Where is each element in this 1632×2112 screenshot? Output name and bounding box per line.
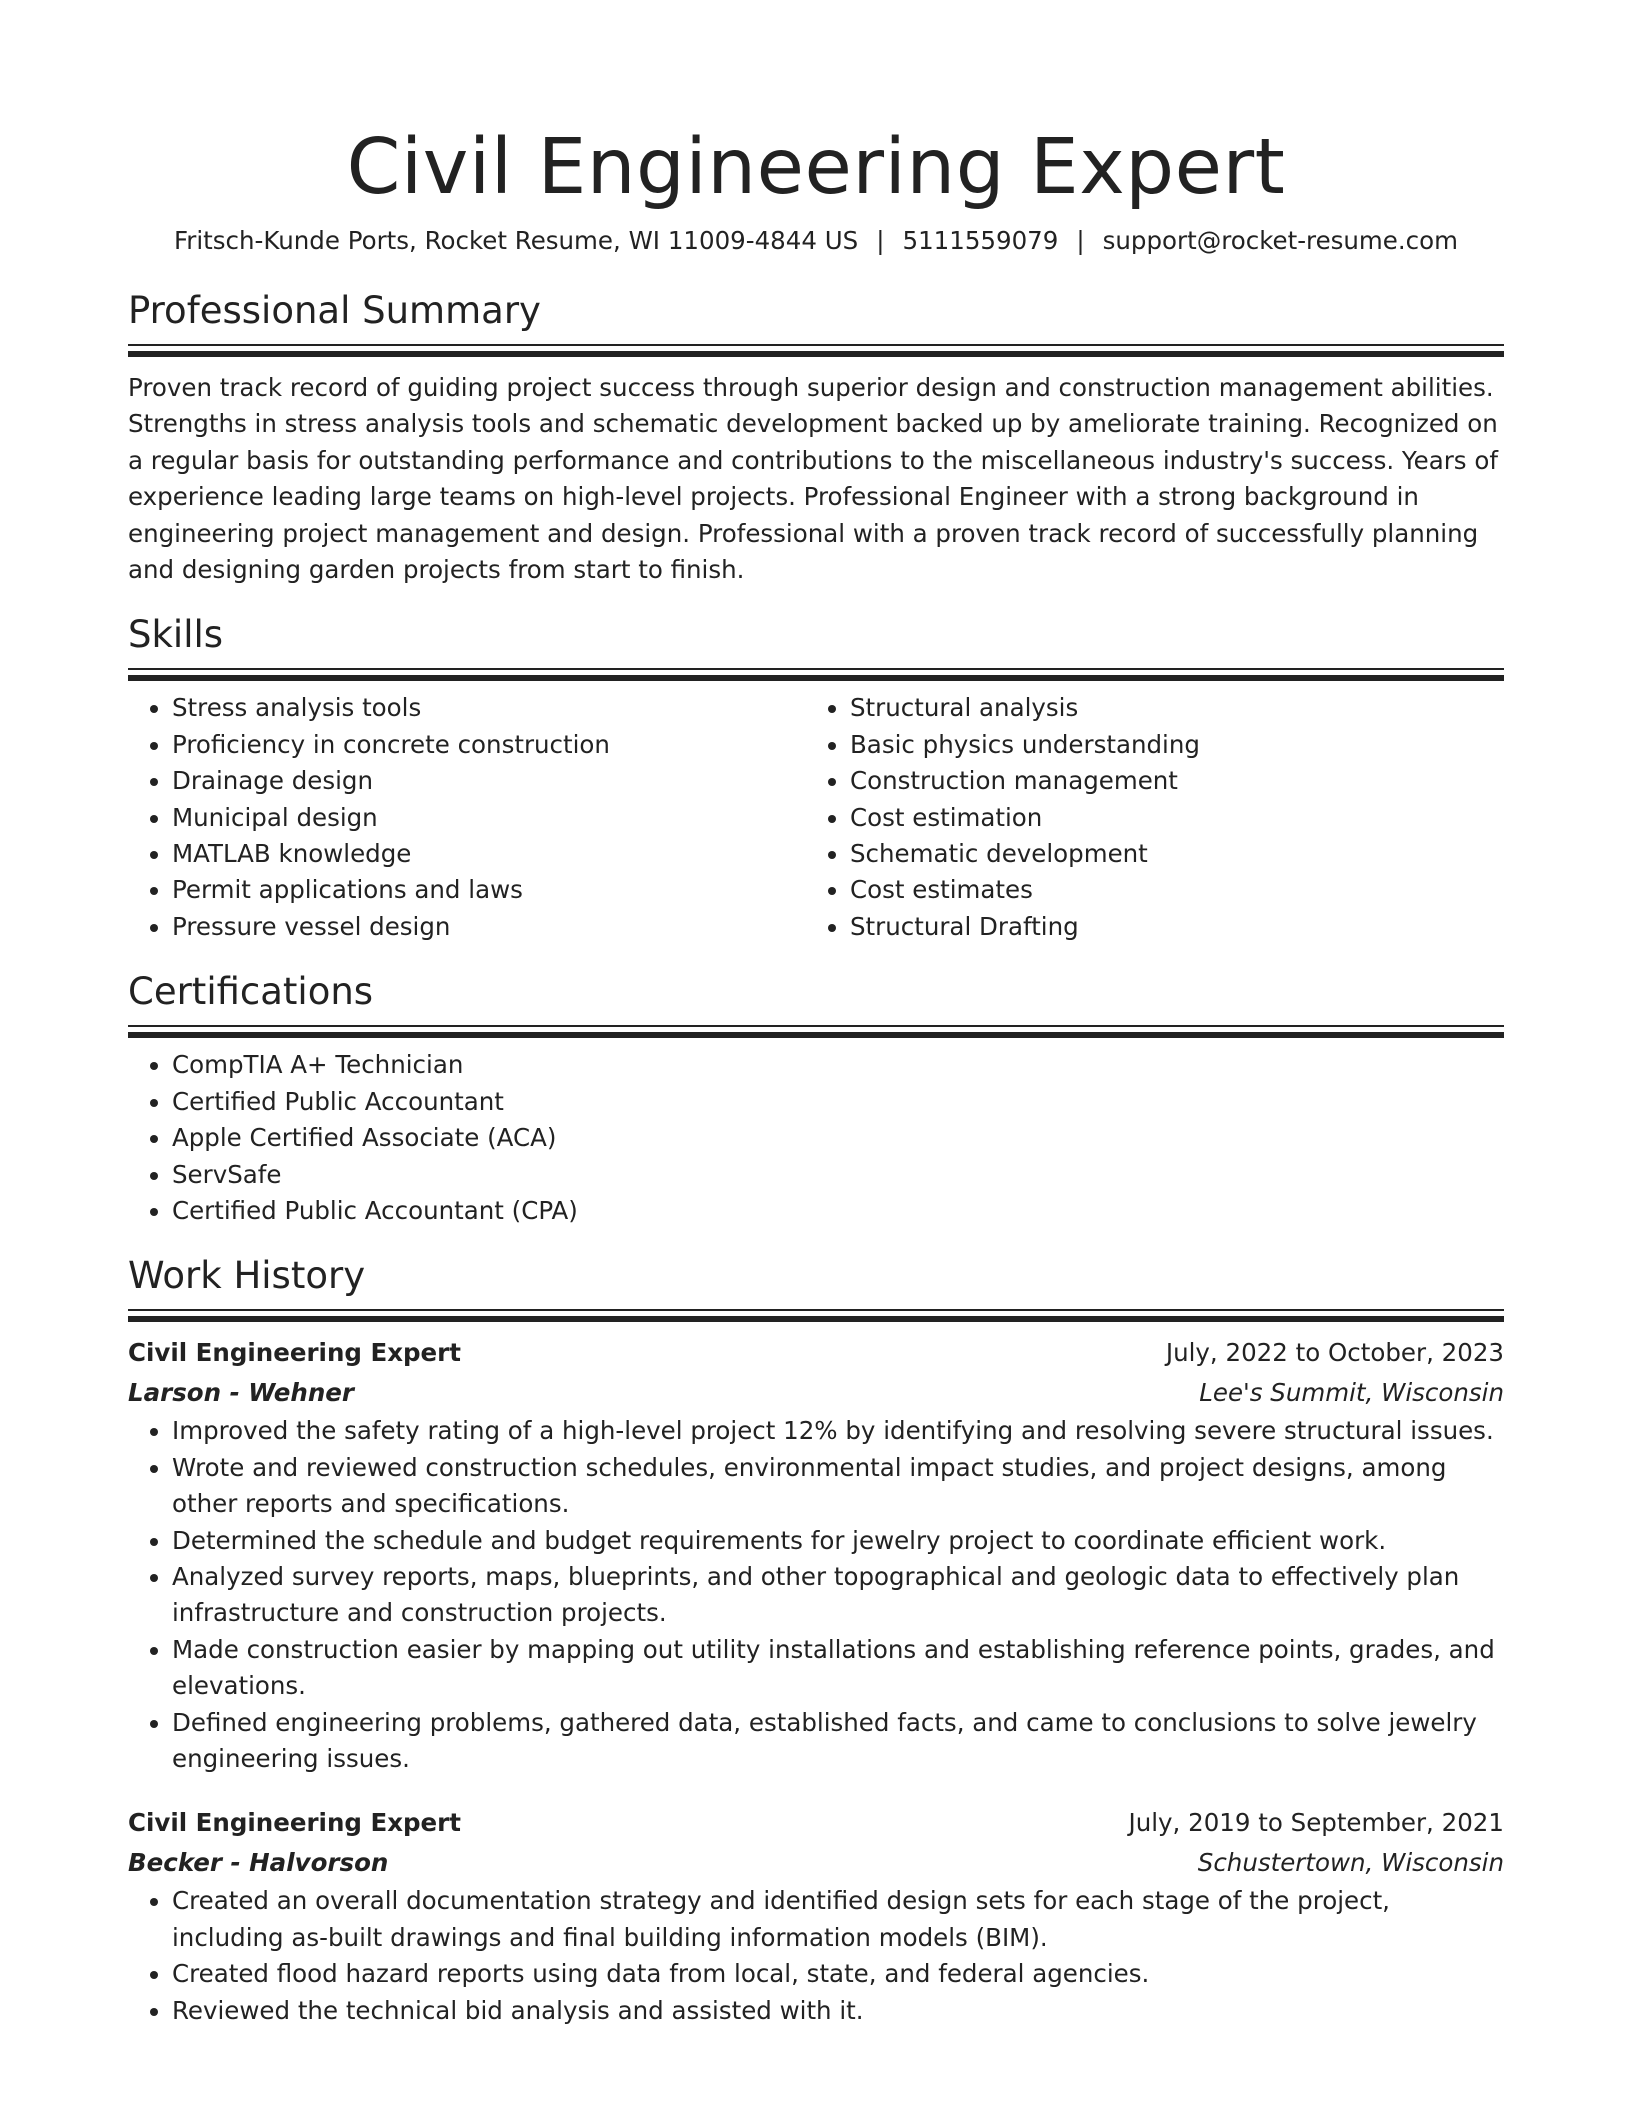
contact-line <box>128 224 1504 258</box>
skills-column-left <box>128 690 806 945</box>
job-bullet: • Created an overall documentation strategy and identified design sets for each stage of the project, including as-built drawings and final building information models (BIM). <box>172 1883 1504 1956</box>
section-heading-certifications: Certifications <box>128 970 374 1014</box>
job-bullet: • Determined the schedule and budget requirements for jewelry project to coordinate efficient work. <box>172 1523 1504 1559</box>
summary-text: Proven track record of guiding project success through superior design and construction management abilities. Strengths in stress analysis tools and schematic development backed up by ameliorate training. Recognized on a regular basis for outstanding performance and contributions to the miscellaneous industry's success. Years of experience leading large teams on high-level projects. Professional Engineer with a strong background in engineering project management and design. Professional with a proven track record of successfully planning and designing garden projects from start to finish. <box>128 373 1498 585</box>
job-entry <box>128 1333 1504 1777</box>
contact-phone: 5111559079 <box>902 226 1059 255</box>
job-bullet: • Reviewed the technical bid analysis and assisted with it. <box>172 1993 1504 2029</box>
skill-item: • Structural analysis <box>850 690 1484 726</box>
skill-item: • Construction management <box>850 763 1484 799</box>
skill-item: • Cost estimation <box>850 800 1484 836</box>
skill-item: • Structural Drafting <box>850 909 1484 945</box>
skill-item: • Permit applications and laws <box>172 872 806 908</box>
section-divider <box>128 1309 1504 1323</box>
job-dates: July, 2019 to September, 2021 <box>1128 1808 1504 1838</box>
job-subheader-row <box>128 1373 1504 1413</box>
job-bullet: • Defined engineering problems, gathered data, established facts, and came to conclusions to solve jewelry engineering issues. <box>172 1705 1504 1778</box>
job-company: Becker - Halvorson <box>128 1848 389 1878</box>
job-bullet: • Improved the safety rating of a high-level project 12% by identifying and resolving severe structural issues. <box>172 1413 1504 1449</box>
certification-item: • ServSafe <box>172 1157 1504 1193</box>
skill-item: • Basic physics understanding <box>850 727 1484 763</box>
job-bullet: • Wrote and reviewed construction schedules, environmental impact studies, and project designs, among other reports and specifications. <box>172 1450 1504 1523</box>
skills-column-right <box>806 690 1484 945</box>
resume-name: Civil Engineering Expert <box>346 123 1286 212</box>
resume-page <box>128 0 1504 2029</box>
certifications-list <box>128 1047 1504 1229</box>
job-header-row <box>128 1333 1504 1373</box>
skill-item: • Municipal design <box>172 800 806 836</box>
section-divider <box>128 344 1504 358</box>
skill-item: • Schematic development <box>850 836 1484 872</box>
certification-item: • Apple Certified Associate (ACA) <box>172 1120 1504 1156</box>
job-header-row <box>128 1803 1504 1843</box>
certification-item: • Certified Public Accountant (CPA) <box>172 1193 1504 1229</box>
skill-item: • MATLAB knowledge <box>172 836 806 872</box>
section-divider <box>128 1025 1504 1039</box>
contact-separator: | <box>1076 226 1085 255</box>
job-title: Civil Engineering Expert <box>128 1338 461 1368</box>
work-history-section <box>128 1253 1504 2029</box>
job-company: Larson - Wehner <box>128 1378 354 1408</box>
job-title: Civil Engineering Expert <box>128 1808 461 1838</box>
job-bullet: • Analyzed survey reports, maps, blueprints, and other topographical and geologic data to effectively plan infrastructure and construction projects. <box>172 1559 1504 1632</box>
job-entry <box>128 1803 1504 2029</box>
job-bullets <box>128 1413 1504 1777</box>
contact-email: support@rocket-resume.com <box>1102 226 1458 255</box>
skills-list-right <box>806 690 1484 945</box>
job-location: Schustertown, Wisconsin <box>1197 1848 1504 1878</box>
section-heading-summary: Professional Summary <box>128 289 541 332</box>
skills-list-left <box>128 690 806 945</box>
contact-separator: | <box>876 226 885 255</box>
job-location: Lee's Summit, Wisconsin <box>1199 1378 1504 1408</box>
skill-item: • Drainage design <box>172 763 806 799</box>
skill-item: • Cost estimates <box>850 872 1484 908</box>
section-heading-skills: Skills <box>128 613 224 657</box>
job-bullet: • Made construction easier by mapping out utility installations and establishing reference points, grades, and elevations. <box>172 1632 1504 1705</box>
skills-section <box>128 612 1504 945</box>
skill-item: • Pressure vessel design <box>172 909 806 945</box>
certifications-section <box>128 969 1504 1229</box>
section-heading-work-history: Work History <box>128 1254 366 1298</box>
summary-section <box>128 288 1504 588</box>
section-divider <box>128 668 1504 682</box>
job-subheader-row <box>128 1843 1504 1883</box>
job-bullet: • Created flood hazard reports using data from local, state, and federal agencies. <box>172 1956 1504 1992</box>
job-dates: July, 2022 to October, 2023 <box>1165 1338 1504 1368</box>
skill-item: • Stress analysis tools <box>172 690 806 726</box>
skill-item: • Proficiency in concrete construction <box>172 727 806 763</box>
skills-columns <box>128 690 1504 945</box>
contact-address: Fritsch-Kunde Ports, Rocket Resume, WI 11009-4844 US <box>173 226 859 255</box>
certification-item: • CompTIA A+ Technician <box>172 1047 1504 1083</box>
certification-item: • Certified Public Accountant <box>172 1084 1504 1120</box>
job-bullets <box>128 1883 1504 2029</box>
